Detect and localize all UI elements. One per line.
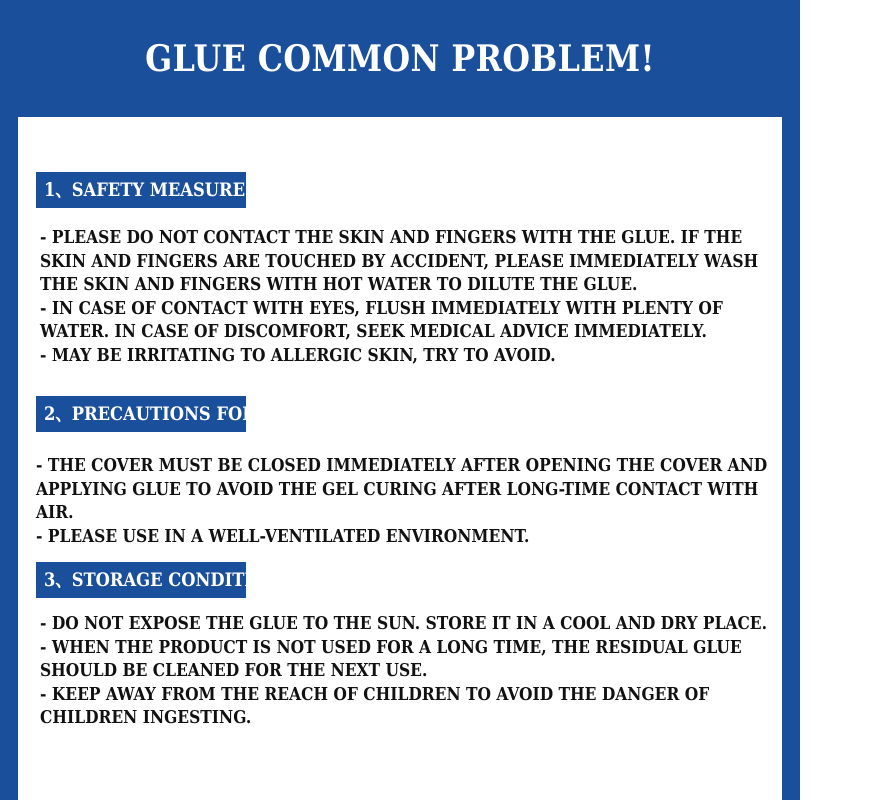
- text-line: - MAY BE IRRITATING TO ALLERGIC SKIN, TRY TO AVOID.: [40, 344, 556, 366]
- section-header-storage-conditions: [36, 562, 294, 598]
- section-body-safety-measures: [40, 226, 875, 367]
- page-title: GLUE COMMON PROBLEM!: [145, 38, 655, 80]
- text-line: SKIN AND FINGERS ARE TOUCHED BY ACCIDENT, PLEASE IMMEDIATELY WASH: [40, 250, 759, 272]
- text-line: - PLEASE USE IN A WELL-VENTILATED ENVIRONMENT.: [36, 525, 530, 547]
- text-line: AIR.: [36, 502, 74, 523]
- text-line: SHOULD BE CLEANED FOR THE NEXT USE.: [40, 660, 428, 681]
- section-header-precautions-for-use: [36, 396, 301, 432]
- section-body-precautions-for-use: [36, 454, 886, 548]
- section-body-storage-conditions: [40, 612, 885, 730]
- text-line: WATER. IN CASE OF DISCOMFORT, SEEK MEDICAL ADVICE IMMEDIATELY.: [40, 321, 707, 342]
- text-line: - DO NOT EXPOSE THE GLUE TO THE SUN. STORE IT IN A COOL AND DRY PLACE.: [40, 613, 767, 634]
- section-header-safety-measures: [36, 172, 257, 208]
- text-line: APPLYING GLUE TO AVOID THE GEL CURING AFTER LONG-TIME CONTACT WITH: [36, 478, 759, 500]
- section-header-label: 1、SAFETY MEASURES: [44, 179, 257, 201]
- text-line: CHILDREN INGESTING.: [40, 707, 252, 728]
- section-header-label: 2、PRECAUTIONS FOR USE: [44, 403, 301, 425]
- text-line: - KEEP AWAY FROM THE REACH OF CHILDREN TO AVOID THE DANGER OF: [40, 683, 710, 705]
- text-line: THE SKIN AND FINGERS WITH HOT WATER TO DILUTE THE GLUE.: [40, 274, 638, 295]
- text-line: - WHEN THE PRODUCT IS NOT USED FOR A LONG TIME, THE RESIDUAL GLUE: [40, 636, 742, 658]
- text-line: - IN CASE OF CONTACT WITH EYES, FLUSH IMMEDIATELY WITH PLENTY OF: [40, 297, 723, 319]
- section-header-label: 3、STORAGE CONDITIONS: [44, 569, 294, 591]
- text-line: - THE COVER MUST BE CLOSED IMMEDIATELY AFTER OPENING THE COVER AND: [36, 455, 768, 476]
- text-line: - PLEASE DO NOT CONTACT THE SKIN AND FINGERS WITH THE GLUE. IF THE: [40, 227, 743, 248]
